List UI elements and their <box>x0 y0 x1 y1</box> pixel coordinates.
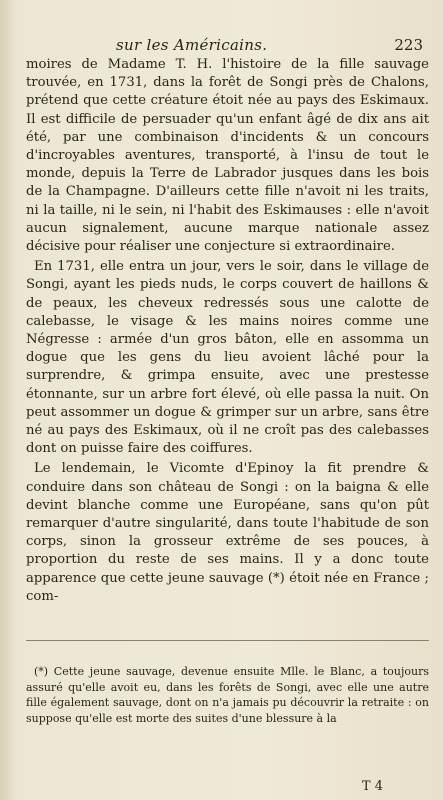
paragraph: En 1731, elle entra un jour, vers le soir, dans le village de Songi, ayant les pieds nuds, le corps couvert de haillons & de peaux, les cheveux redressés sous une calotte de calebasse, le visage & les mains noires comme une Négresse : armée d'un gros bâton, elle en assomma un dogue que les gens du lieu avoient lâché pour la surprendre, & grimpa ensuite, avec une prestesse étonnante, sur un arbre fort élevé, où elle passa la nuit. On peut assommer un dogue & grimper sur un arbre, sans être né au pays des Eskimaux, où il ne croît pas des calebasses dont on puisse faire des coiffures. <box>26 259 429 457</box>
page-number: 223 <box>394 36 423 54</box>
paragraph: Le lendemain, le Vicomte d'Epinoy la fit prendre & conduire dans son château de Songi : on la baigna & elle devint blanche comme une Européane, sans qu'on pût remarquer d'autre singularité, dans toute l'habitude de son corps, sinon la grosseur extrême de ses pouces, à proportion du reste de ses mains. Il y a donc toute apparence que cette jeune sauvage (*) étoit née en France ; com- <box>26 461 429 604</box>
signature-mark: T 4 <box>361 779 383 794</box>
footnote-text: (*) Cette jeune sauvage, devenue ensuite Mlle. le Blanc, a toujours assuré qu'elle avoit eu, dans les forêts de Songi, avec elle une autre fille également sauvage, dont on n'a jamais pu découvrir la retraite : on suppose qu'elle est morte des suites d'une blessure à la <box>26 665 429 725</box>
footnote-rule <box>26 640 429 641</box>
running-head: sur les Américains. <box>116 36 268 54</box>
paragraph: moires de Madame T. H. l'histoire de la fille sauvage trouvée, en 1731, dans la forêt de Songi près de Chalons, prétend que cette créature étoit née au pays des Eskimaux. Il est difficile de persuader qu'un enfant âgé de dix ans ait été, par une combinaison d'incidents & un concours d'incroyables aventures, transporté, à l'insu de tout le monde, depuis la Terre de Labrador jusques dans les bois de la Champagne. D'ailleurs cette fille n'avoit ni les traits, ni la taille, ni le sein, ni l'habit des Eskimauses : elle n'avoit aucun signalement, aucune marque nationale assez décisive pour réaliser une conjecture si extraordinaire. <box>26 57 429 255</box>
body-text <box>26 56 429 606</box>
page-header <box>26 36 423 56</box>
footnote <box>26 664 429 726</box>
